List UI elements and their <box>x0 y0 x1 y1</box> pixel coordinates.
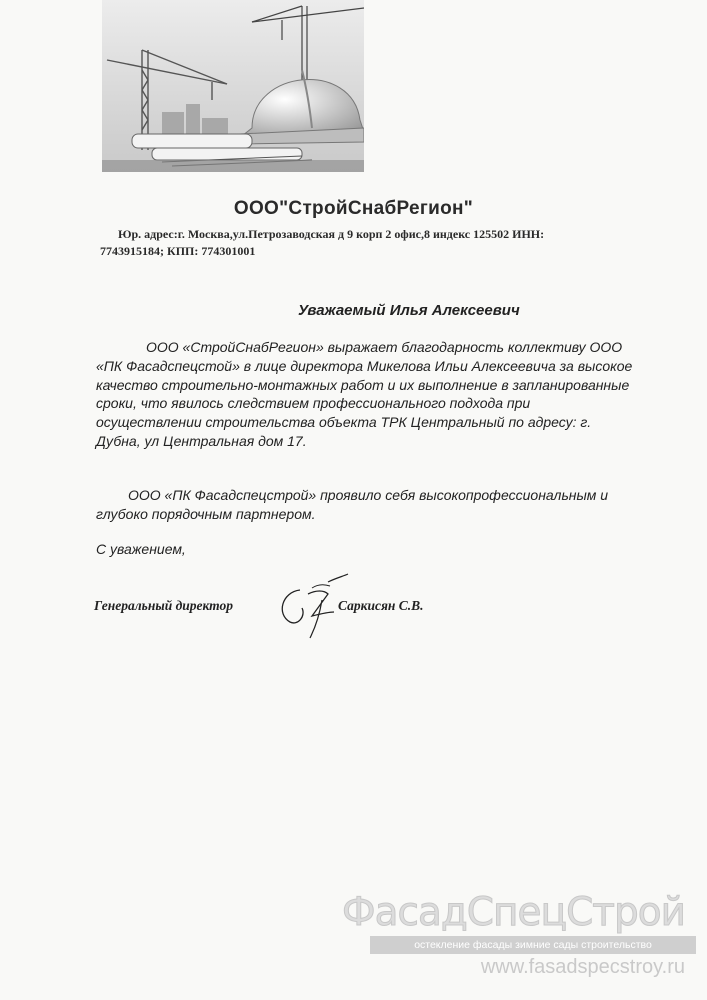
letter-greeting: Уважаемый Илья Алексеевич <box>298 302 520 319</box>
watermark-brand: ФасадСпецСтрой <box>342 890 685 935</box>
company-address <box>100 226 660 260</box>
construction-banner-image <box>102 0 364 172</box>
address-line-2: 7743915184; КПП: 774301001 <box>100 244 256 258</box>
letter-paragraph-1: ООО «СтройСнабРегион» выражает благодарность коллективу ООО «ПК Фасадспецстой» в лице директора Микелова Ильи Алексеевича за высокое качество строительно-монтажных работ и их выполнение в запланированные сроки, что явилось следствием профессионального подхода при осуществлении строительства объекта ТРК Центральный по адресу: г. Дубна, ул Центральная дом 17. <box>96 339 633 449</box>
watermark-url: www.fasadspecstroy.ru <box>480 956 685 978</box>
signatory-name: Саркисян С.В. <box>338 598 424 613</box>
address-line-1: Юр. адрес:г. Москва,ул.Петрозаводская д 9 корп 2 офис,8 индекс 125502 ИНН: <box>118 227 545 241</box>
company-name: ООО"СтройСнабРегион" <box>233 198 474 219</box>
letter-closing: С уважением, <box>96 541 186 557</box>
letter-paragraph-2: ООО «ПК Фасадспецстрой» проявило себя высокопрофессиональным и глубоко порядочным партнером. <box>96 487 609 522</box>
watermark-tagline: остекление фасады зимние сады строительство <box>370 936 696 954</box>
signatory-title: Генеральный директор <box>94 598 234 613</box>
